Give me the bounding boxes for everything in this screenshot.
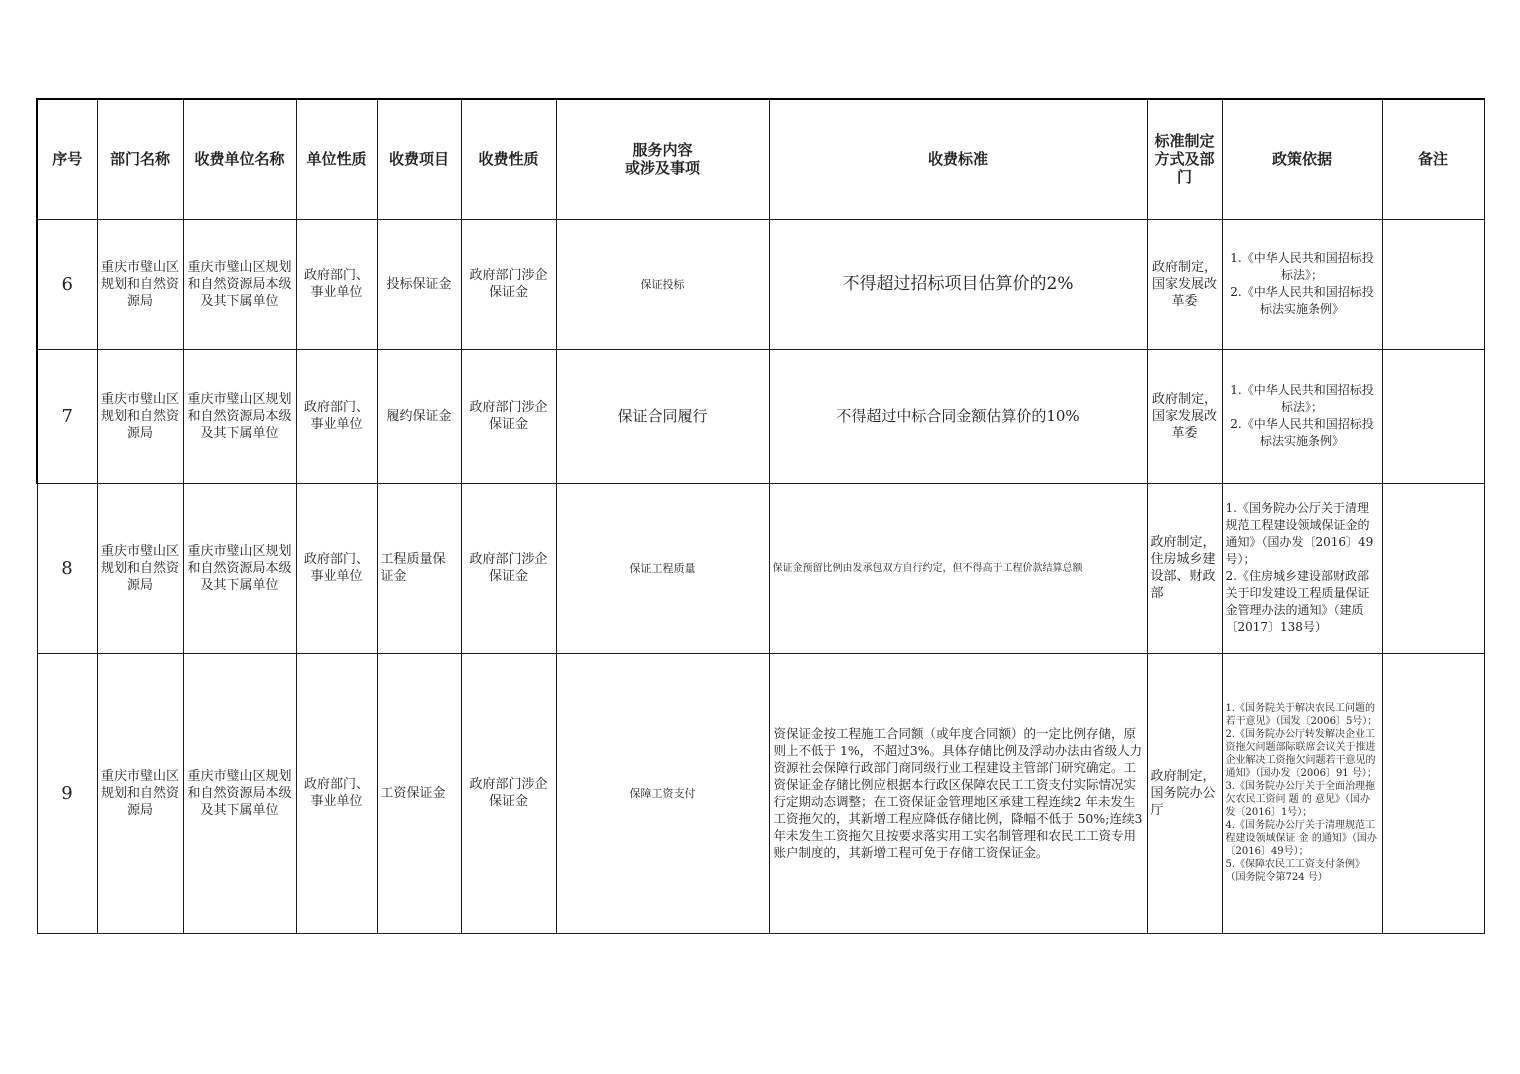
header-service: 服务内容 或涉及事项 [556,99,769,219]
cell-nature: 政府部门、事业单位 [296,483,377,653]
policy-item: 2.《国务院办公厅转发解决企业工资拖欠问题部际联席会议关于推进企业解决工资拖欠问题若干意见的通知》（国办发〔2006〕91 号）； [1225,729,1377,779]
cell-dept: 重庆市璧山区规划和自然资源局 [97,349,183,483]
cell-seq: 9 [37,653,97,933]
cell-policy [1222,219,1382,349]
cell-policy [1222,483,1382,653]
cell-service: 保证合同履行 [556,349,769,483]
cell-unit: 重庆市璧山区规划和自然资源局本级及其下属单位 [183,653,296,933]
cell-item: 工资保证金 [377,653,461,933]
header-item: 收费项目 [377,99,461,219]
cell-remark [1382,219,1484,349]
cell-nature: 政府部门、事业单位 [296,219,377,349]
cell-standard: 不得超过招标项目估算价的2% [769,219,1147,349]
policy-item: 2.《住房城乡建设部财政部关于印发建设工程质量保证金管理办法的通知》（建质〔2017〕138号） [1225,569,1370,634]
table-row [37,219,1484,349]
cell-remark [1382,483,1484,653]
cell-service: 保证工程质量 [556,483,769,653]
header-policy: 政策依据 [1222,99,1382,219]
cell-service: 保证投标 [556,219,769,349]
fee-table [36,98,1485,934]
cell-method: 政府制定，国务院办公厅 [1147,653,1222,933]
cell-dept: 重庆市璧山区规划和自然资源局 [97,219,183,349]
policy-item: 5.《保障农民工工资支付条例》（国务院令第724 号） [1225,859,1366,883]
header-fee-nature: 收费性质 [461,99,556,219]
cell-fee-nature: 政府部门涉企保证金 [461,483,556,653]
policy-item: 4.《国务院办公厅关于清理规范工程建设领域保证 金 的通知》（国办〔2016〕49号）； [1225,820,1377,857]
cell-fee-nature: 政府部门涉企保证金 [461,349,556,483]
cell-service: 保障工资支付 [556,653,769,933]
header-standard: 收费标准 [769,99,1147,219]
cell-unit: 重庆市璧山区规划和自然资源局本级及其下属单位 [183,219,296,349]
policy-item: 1.《中华人民共和国招标投标法》； [1230,383,1374,414]
policy-item: 1.《国务院办公厅关于清理规范工程建设领域保证金的通知》（国办发〔2016〕49号）； [1225,501,1374,566]
cell-policy [1222,349,1382,483]
header-remark: 备注 [1382,99,1484,219]
policy-item: 2.《中华人民共和国招标投标法实施条例》 [1230,417,1374,448]
table-row [37,653,1484,933]
table-row [37,349,1484,483]
cell-remark [1382,349,1484,483]
cell-method: 政府制定，住房城乡建设部、财政部 [1147,483,1222,653]
header-dept: 部门名称 [97,99,183,219]
cell-standard: 资保证金按工程施工合同额（或年度合同额）的一定比例存储，原则上不低于 1%，不超过3%。具体存储比例及浮动办法由省级人力资源社会保障行政部门商同级行业工程建设主管部门研究确定。工资保证金存储比例应根据本行政区保障农民工工资支付实际情况实行定期动态调整；在工资保证金管理地区承建工程连续2 年未发生工资拖欠的，其新增工程应降低存储比例，降幅不低于 50%;连续3年未发生工资拖欠且按要求落实用工实名制管理和农民工工资专用账户制度的，其新增工程可免于存储工资保证金。 [769,653,1147,933]
cell-fee-nature: 政府部门涉企保证金 [461,653,556,933]
policy-item: 2.《中华人民共和国招标投标法实施条例》 [1230,285,1374,316]
policy-item: 3.《国务院办公厅关于全面治理拖欠农民工资问 题 的 意见》（国办发〔2016〕1号）； [1225,781,1376,818]
cell-dept: 重庆市璧山区规划和自然资源局 [97,483,183,653]
header-unit: 收费单位名称 [183,99,296,219]
header-row [37,99,1484,219]
cell-dept: 重庆市璧山区规划和自然资源局 [97,653,183,933]
header-method: 标准制定方式及部门 [1147,99,1222,219]
cell-unit: 重庆市璧山区规划和自然资源局本级及其下属单位 [183,349,296,483]
cell-fee-nature: 政府部门涉企保证金 [461,219,556,349]
cell-seq: 7 [37,349,97,483]
cell-item: 工程质量保证金 [377,483,461,653]
table-row [37,483,1484,653]
cell-standard: 保证金预留比例由发承包双方自行约定，但不得高于工程价款结算总额 [769,483,1147,653]
header-seq: 序号 [37,99,97,219]
cell-item: 履约保证金 [377,349,461,483]
cell-method: 政府制定，国家发展改革委 [1147,219,1222,349]
cell-nature: 政府部门、事业单位 [296,653,377,933]
cell-method: 政府制定，国家发展改革委 [1147,349,1222,483]
policy-item: 1.《中华人民共和国招标投标法》； [1230,251,1374,282]
cell-policy [1222,653,1382,933]
cell-seq: 8 [37,483,97,653]
cell-remark [1382,653,1484,933]
cell-unit: 重庆市璧山区规划和自然资源局本级及其下属单位 [183,483,296,653]
cell-standard: 不得超过中标合同金额估算价的10% [769,349,1147,483]
header-nature: 单位性质 [296,99,377,219]
policy-item: 1.《国务院关于解决农民工问题的若干意见》（国发〔2006〕5号）； [1225,703,1378,727]
cell-seq: 6 [37,219,97,349]
cell-item: 投标保证金 [377,219,461,349]
cell-nature: 政府部门、事业单位 [296,349,377,483]
